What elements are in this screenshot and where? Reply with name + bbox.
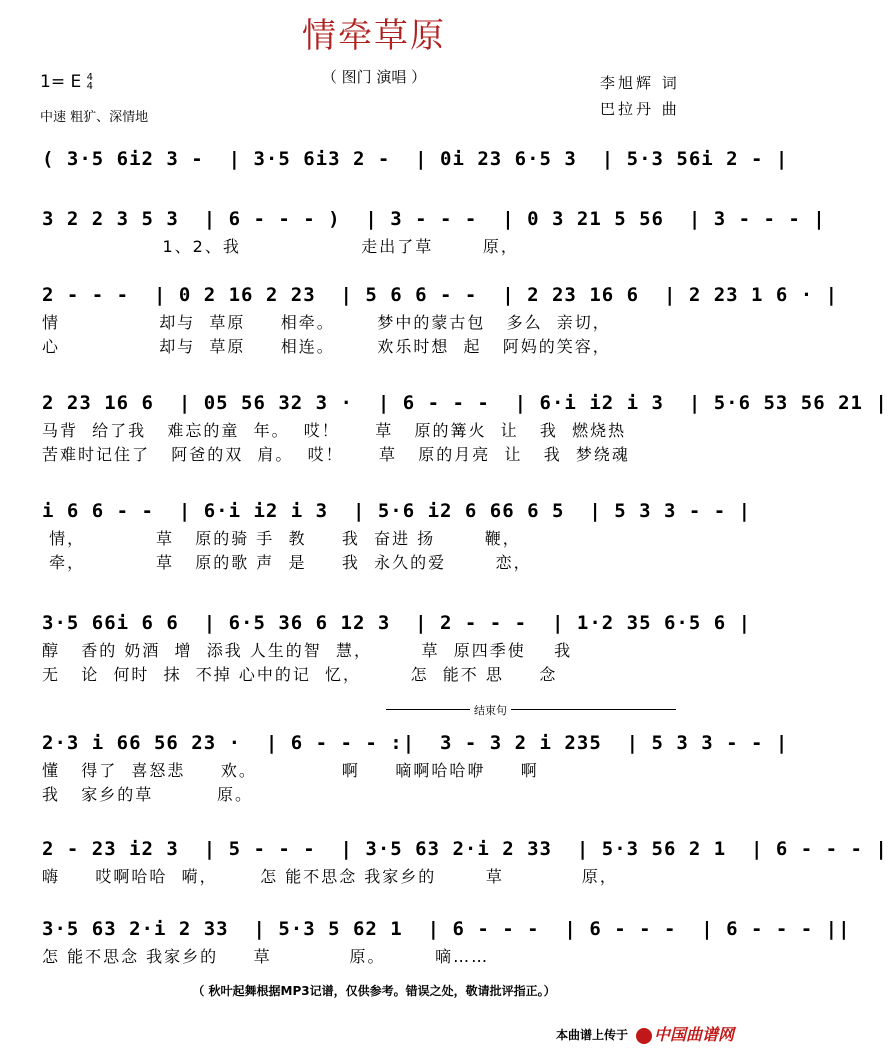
site-logo	[636, 1022, 734, 1045]
lyric-verse-1: 嗨 哎啊哈哈 嗬， 怎 能不思念 我家乡的 草 原，	[42, 867, 618, 886]
end-section-bracket	[386, 709, 676, 710]
end-section-label: 结束句	[470, 702, 511, 718]
notation-line: 2 - 23 i2 3 | 5 - - - | 3·5 63 2·i 2 33 | 5·3 56 2 1 | 6 - - - |	[42, 838, 888, 860]
song-title: 情牵草原	[302, 16, 446, 56]
notation-line: 3·5 66i 6 6 | 6·5 36 6 12 3 | 2 - - - | 1·2 35 6·5 6 |	[42, 612, 752, 634]
notation-line: 2·3 i 66 56 23 · | 6 - - - :| 3 - 3 2 i 235 | 5 3 3 - - |	[42, 732, 789, 754]
lyric-verse-2: 无 论 何时 抹 不掉 心中的记 忆， 怎 能不 思 念	[42, 665, 558, 684]
logo-icon	[636, 1028, 652, 1044]
notation-line: i 6 6 - - | 6·i i2 i 3 | 5·6 i2 6 66 6 5 | 5 3 3 - - |	[42, 500, 752, 522]
upload-text: 本曲谱上传于	[555, 1028, 628, 1042]
meter-top: 4	[86, 72, 93, 83]
notation-line: 2 23 16 6 | 05 56 32 3 · | 6 - - - | 6·i i2 i 3 | 5·6 53 56 21 |	[42, 392, 888, 414]
notation-line: 2 - - - | 0 2 16 2 23 | 5 6 6 - - | 2 23 16 6 | 2 23 1 6 · |	[42, 284, 839, 306]
lyric-verse-1: 醇 香的 奶酒 增 添我 人生的智 慧， 草 原四季使 我	[42, 641, 573, 660]
notation-line: 3·5 63 2·i 2 33 | 5·3 5 62 1 | 6 - - - | 6 - - - | 6 - - - ||	[42, 918, 851, 940]
lyric-verse-1: 怎 能不思念 我家乡的 草 原。 嘀……	[42, 947, 490, 966]
lyric-verse-1: 情 却与 草原 相牵。 梦中的蒙古包 多么 亲切，	[42, 313, 611, 332]
tempo-marking: 中速 粗犷、深情地	[40, 110, 149, 125]
logo-text: 中国曲谱网	[653, 1025, 734, 1044]
transcriber-footnote: （ 秋叶起舞根据MP3记谱，仅供参考。错误之处，敬请批评指正。）	[192, 984, 556, 998]
notation-line: 3 2 2 3 5 3 | 6 - - - ) | 3 - - - | 0 3 21 5 56 | 3 - - - |	[42, 208, 826, 230]
meter	[87, 73, 93, 91]
composer-credit: 巴拉丹 曲	[600, 100, 680, 118]
meter-bottom: 4	[86, 81, 93, 92]
lyric-verse-2: 苦难时记住了 阿爸的双 肩。 哎！ 草 原的月亮 让 我 梦绕魂	[42, 445, 630, 464]
lyric-verse-1: 马背 给了我 难忘的童 年。 哎！ 草 原的篝火 让 我 燃烧热	[42, 421, 627, 440]
lyric-verse-1: 情， 草 原的骑 手 教 我 奋进 扬 鞭，	[42, 529, 521, 548]
notation-line: ( 3·5 6i2 3 - | 3·5 6i3 2 - | 0i 23 6·5 3 | 5·3 56i 2 - |	[42, 148, 789, 170]
lyricist-credit: 李旭辉 词	[600, 74, 680, 92]
lyric-verse-2: 牵， 草 原的歌 声 是 我 永久的爱 恋，	[42, 553, 532, 572]
performer-subtitle: （ 图门 演唱 ）	[321, 68, 427, 86]
lyric-verse-2: 我 家乡的草 原。	[42, 785, 254, 804]
lyric-verse-2: 心 却与 草原 相连。 欢乐时想 起 阿妈的笑容，	[42, 337, 611, 356]
key-signature	[40, 72, 93, 92]
lyric-verse-1: 懂 得了 喜怒悲 欢。 啊 嘀啊哈哈咿 啊	[42, 761, 539, 780]
lyric-verse-1: 1、2、我 走出了草 原，	[42, 237, 519, 256]
key-text: 1= E	[40, 72, 82, 92]
